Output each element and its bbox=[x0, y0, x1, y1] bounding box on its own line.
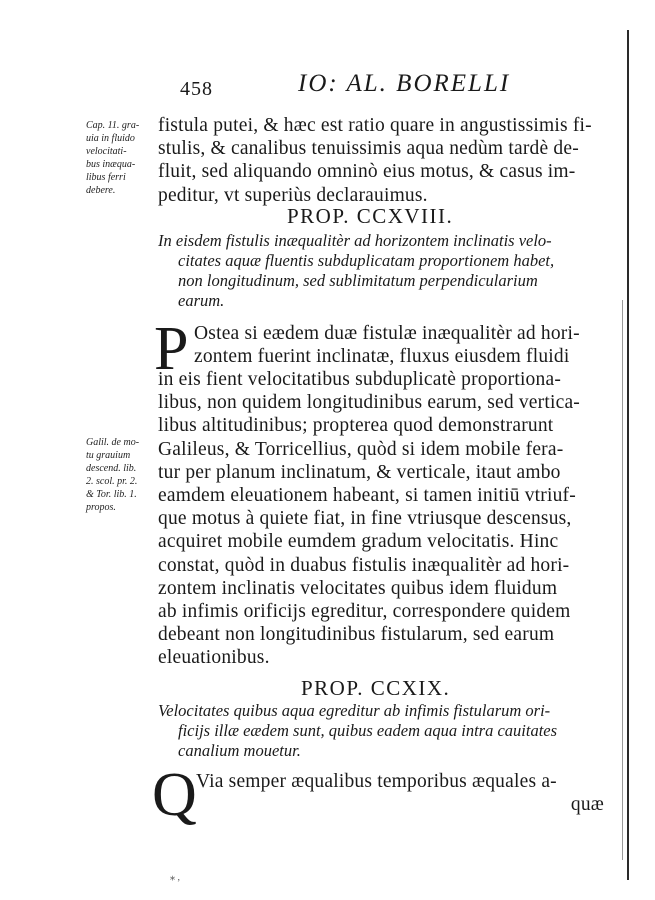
text-line: fluit, sed aliquando omninò eius motus, & casus im- bbox=[158, 161, 576, 183]
text-line: eleuationibus. bbox=[158, 647, 270, 669]
page-shadow-line bbox=[622, 300, 623, 860]
text-line: zontem fuerint inclinatæ, fluxus eiusdem fluidi bbox=[194, 346, 570, 368]
text-line: libus altitudinibus; propterea quod demonstrarunt bbox=[158, 415, 554, 437]
text-line: tur per planum inclinatum, & verticale, itaut ambo bbox=[158, 461, 561, 483]
margin-note-line: propos. bbox=[86, 502, 116, 513]
prop-heading-ccxix: PROP. CCXIX. bbox=[301, 676, 451, 700]
margin-note-line: & Tor. lib. 1. bbox=[86, 489, 137, 500]
margin-note-line: libus ferri bbox=[86, 172, 126, 183]
margin-note-line: debere. bbox=[86, 185, 116, 196]
text-line: fistula putei, & hæc est ratio quare in angustissimis fi- bbox=[158, 115, 592, 136]
enunciation-line: citates aquæ fluentis subduplicatam proportionem habet, bbox=[178, 251, 555, 270]
text-line: eamdem eleuationem habeant, si tamen initiū vtriuf- bbox=[158, 485, 576, 507]
text-line: que motus à quiete fiat, in fine vtriusque descensus, bbox=[158, 508, 572, 530]
page-header bbox=[180, 66, 540, 102]
running-head: IO: AL. BORELLI bbox=[298, 70, 511, 97]
enunciation-line: non longitudinum, sed sublimitatum perpendicularium bbox=[178, 271, 538, 290]
text-line: Galileus, & Torricellius, quòd si idem mobile fera- bbox=[158, 438, 564, 460]
text-line: zontem inclinatis velocitates quibus idem fluidum bbox=[158, 577, 558, 599]
text-line: Via semper æqualibus temporibus æquales a- bbox=[196, 771, 557, 792]
prop-enunciation-ccxviii bbox=[158, 231, 554, 311]
margin-note-line: descend. lib. bbox=[86, 463, 137, 474]
text-line: constat, quòd in duabus fistulis inæqualitèr ad hori- bbox=[158, 554, 570, 576]
page-number: 458 bbox=[180, 78, 213, 100]
prop2-body bbox=[196, 770, 604, 816]
margin-note-line: bus inæqua- bbox=[86, 159, 136, 170]
margin-note-line: 2. scol. pr. 2. bbox=[86, 476, 138, 487]
prop1-body bbox=[158, 368, 604, 670]
drop-cap-q: Q bbox=[152, 761, 197, 829]
drop-cap-p: P bbox=[154, 315, 189, 383]
enunciation-line: canalium mouetur. bbox=[178, 741, 301, 760]
enunciation-line: ficijs illæ eædem sunt, quibus eadem aqua intra cauitates bbox=[178, 721, 558, 740]
margin-note-line: uia in fluido bbox=[86, 133, 135, 144]
print-specks: ⁎ , bbox=[170, 872, 180, 883]
text-line: libus, non quidem longitudinibus earum, sed vertica- bbox=[158, 392, 580, 414]
paragraph-top bbox=[158, 114, 604, 207]
prop-enunciation-ccxix bbox=[158, 701, 557, 761]
prop1-body-first bbox=[194, 322, 604, 368]
margin-note-line: velocitati- bbox=[86, 146, 127, 157]
page-edge-line bbox=[627, 30, 629, 880]
enunciation-line: earum. bbox=[178, 291, 225, 310]
margin-note-2 bbox=[86, 436, 158, 514]
text-line: peditur, vt superiùs declarauimus. bbox=[158, 184, 428, 206]
text-line: debeant non longitudinibus fistularum, sed earum bbox=[158, 624, 555, 646]
margin-note-line: Cap. 11. gra- bbox=[86, 120, 140, 131]
text-line: ab infimis orificijs egreditur, correspondere quidem bbox=[158, 601, 571, 623]
text-line: Ostea si eædem duæ fistulæ inæqualitèr ad hori- bbox=[194, 323, 580, 344]
text-line: acquiret mobile eumdem gradum velocitatis. Hinc bbox=[158, 531, 559, 553]
text-line: stulis, & canalibus tenuissimis aqua nedùm tardè de- bbox=[158, 138, 579, 160]
margin-note-1 bbox=[86, 119, 158, 197]
prop-heading-ccxviii: PROP. CCXVIII. bbox=[287, 204, 454, 228]
margin-note-line: Galil. de mo- bbox=[86, 437, 140, 448]
text-line: in eis fient velocitatibus subduplicatè proportiona- bbox=[158, 369, 562, 390]
enunciation-line: In eisdem fistulis inæqualitèr ad horizontem inclinatis velo- bbox=[158, 231, 552, 250]
enunciation-line: Velocitates quibus aqua egreditur ab infimis fistularum ori- bbox=[158, 701, 551, 720]
margin-note-line: tu grauium bbox=[86, 450, 131, 461]
catchword: quæ bbox=[570, 794, 604, 816]
